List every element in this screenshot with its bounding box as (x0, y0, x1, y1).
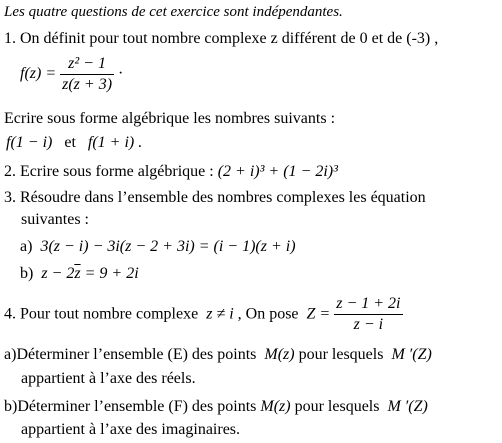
q1-f-fraction (60, 55, 114, 94)
q4-b-text: Déterminer l’ensemble (F) des points (17, 398, 257, 415)
q4-text: 4. Pour tout nombre complexe (4, 305, 199, 323)
q4-part-a-line1 (4, 345, 432, 365)
q1-et: et (64, 134, 76, 151)
q2-text: 2. Ecrire sous forme algébrique : (4, 163, 214, 180)
intro-text: Les quatre questions de cet exercice sont indépendantes. (4, 4, 343, 20)
q4-condition: z ≠ i (206, 305, 234, 323)
q2-statement (4, 162, 338, 182)
q1-statement: 1. On définit pour tout nombre complexe z différent de 0 et de (-3) , (4, 30, 439, 47)
q3-b-post: = 9 + 2i (84, 265, 139, 282)
q2-expression: (2 + i)³ + (1 − 2i)³ (217, 163, 338, 180)
q4-a-point-Mprime: M ′(Z) (391, 346, 432, 363)
q4-b-point-M: M(z) (260, 398, 291, 415)
q4-part-b-line1 (4, 397, 428, 417)
q4-statement (4, 295, 403, 334)
q4-a-label: a) (4, 346, 17, 363)
q3-b-conjugate-z: $\overline{z}$ (74, 265, 81, 282)
q4-part-a-line2: appartient à l’axe des réels. (21, 370, 196, 387)
q1-instruction: Ecrire sous forme algébrique les nombres suivants : (4, 110, 336, 127)
q4-Z-denominator: z − i (353, 316, 384, 333)
q4-Z-lhs: Z = (306, 305, 331, 323)
q4-b-point-Mprime: M ′(Z) (387, 398, 428, 415)
q3-a-expression: 3(z − i) − 3i(z − 2 + 3i) = (i − 1)(z + i) (40, 238, 296, 255)
q3-a-label: a) (20, 238, 33, 255)
q1-value-1: f(1 − i) (6, 134, 53, 151)
q4-b-mid: pour lesquels (294, 398, 380, 415)
q3-equation-a (20, 237, 296, 257)
q4-a-point-M: M(z) (264, 346, 295, 363)
q4-b-label: b) (4, 398, 18, 415)
q4-on-pose: , On pose (237, 305, 299, 323)
q3-b-pre: z − 2 (41, 265, 75, 282)
q3-statement-line1: 3. Résoudre dans l’ensemble des nombres complexes les équation (4, 189, 426, 206)
q1-values (6, 133, 142, 153)
q4-a-mid: pour lesquels (298, 346, 384, 363)
q4-Z-numerator: z − 1 + 2i (336, 295, 401, 312)
q1-f-denominator: z(z + 3) (62, 76, 113, 93)
q3-statement-line2: suivantes : (21, 211, 89, 228)
q1-f-dot: · (118, 65, 124, 83)
q3-equation-b (20, 264, 139, 284)
q3-b-label: b) (20, 265, 34, 282)
q1-f-lhs: f(z) = (20, 65, 57, 83)
q1-function-definition (20, 55, 123, 94)
q1-value-2: f(1 + i) . (87, 134, 143, 151)
q1-f-numerator: z² − 1 (68, 55, 106, 72)
q4-Z-fraction (334, 295, 402, 334)
q4-part-b-line2: appartient à l’axe des imaginaires. (21, 421, 241, 438)
q4-a-text: Déterminer l’ensemble (E) des points (16, 346, 257, 363)
